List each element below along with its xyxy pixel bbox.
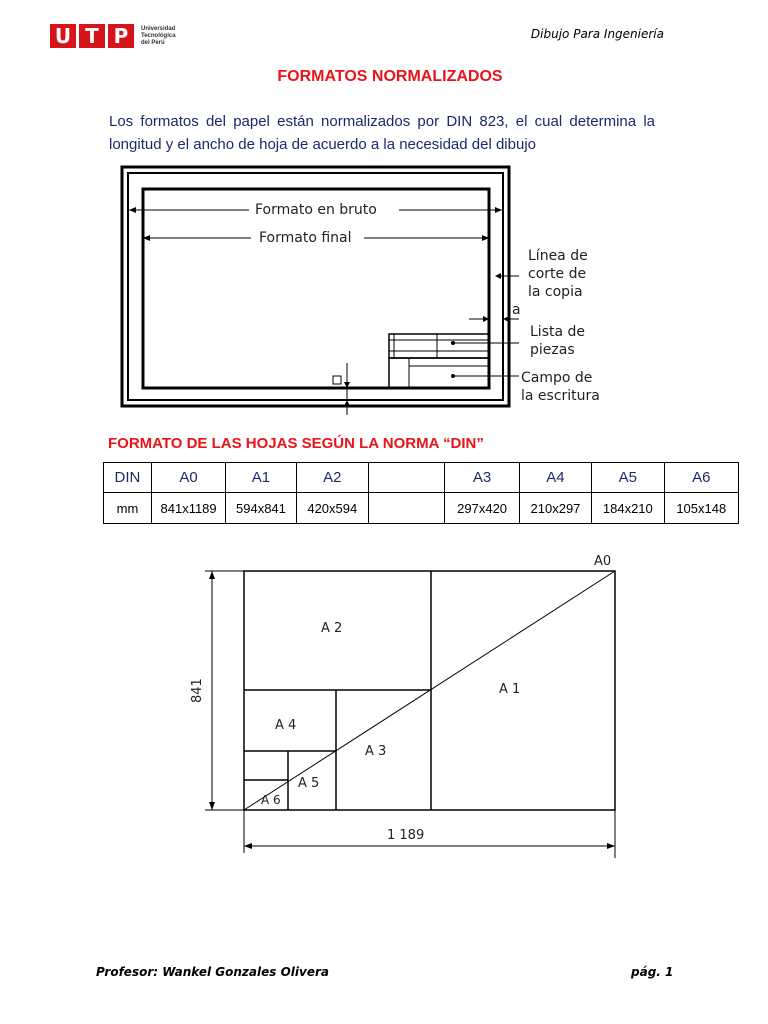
table-cell: A5: [592, 463, 664, 493]
table-cell: A0: [151, 463, 225, 493]
logo-line-3: del Perú: [141, 39, 165, 46]
label-a4: A 4: [275, 718, 297, 733]
a-series-subdivision-drawing: [185, 548, 635, 868]
label-lista-1: Lista de: [530, 324, 586, 340]
footer-page-number: pág. 1: [631, 965, 674, 979]
section-title-din: FORMATO DE LAS HOJAS SEGÚN LA NORMA “DIN”: [108, 435, 484, 452]
label-linea-corte-2: corte de: [528, 266, 587, 282]
format-frame-svg: [119, 163, 519, 415]
label-linea-corte-1: Línea de: [528, 248, 588, 264]
label-a6: A 6: [261, 793, 281, 807]
table-cell: A6: [664, 463, 738, 493]
table-row-header: [104, 463, 739, 493]
label-a2: A 2: [321, 621, 343, 636]
a-series-svg: [185, 548, 635, 868]
din-formats-table: [103, 462, 739, 524]
table-cell: A3: [445, 463, 519, 493]
label-a1: A 1: [499, 682, 521, 697]
course-name: Dibujo Para Ingeniería: [530, 27, 664, 41]
label-a: a: [512, 302, 521, 318]
paper-format-drawing: [119, 163, 519, 415]
table-cell: [368, 463, 444, 493]
table-cell: 594x841: [226, 493, 296, 524]
label-campo-2: la escritura: [521, 388, 600, 404]
table-cell: 105x148: [664, 493, 738, 524]
page-title: FORMATOS NORMALIZADOS: [277, 68, 503, 85]
table-cell: 841x1189: [151, 493, 225, 524]
utp-logo: [50, 24, 201, 48]
table-cell: mm: [104, 493, 152, 524]
logo-line-2: Tecnológica: [141, 32, 176, 39]
label-a3: A 3: [365, 744, 387, 759]
table-cell: [368, 493, 444, 524]
logo-line-1: Universidad: [141, 25, 176, 32]
label-height-841: 841: [190, 678, 205, 703]
label-formato-final: Formato final: [259, 230, 352, 246]
label-lista-2: piezas: [530, 342, 575, 358]
table-cell: 297x420: [445, 493, 519, 524]
table-cell: A1: [226, 463, 296, 493]
table-cell: DIN: [104, 463, 152, 493]
table-cell: A4: [519, 463, 591, 493]
intro-paragraph: Los formatos del papel están normalizados por DIN 823, el cual determina la longitud y el ancho de hoja de acuerdo a la necesidad del dibujo: [109, 113, 655, 153]
label-campo-1: Campo de: [521, 370, 593, 386]
table-row-values: [104, 493, 739, 524]
table-cell: 210x297: [519, 493, 591, 524]
footer-professor: Profesor: Wankel Gonzales Olivera: [96, 965, 329, 979]
logo-text: [141, 26, 201, 47]
table-cell: 420x594: [296, 493, 368, 524]
logo-letter-u: U: [50, 24, 76, 48]
logo-letter-p: P: [108, 24, 134, 48]
label-linea-corte-3: la copia: [528, 284, 583, 300]
logo-letter-t: T: [79, 24, 105, 48]
label-a5: A 5: [298, 776, 320, 791]
label-width-1189: 1 189: [387, 828, 425, 843]
table-cell: 184x210: [592, 493, 664, 524]
label-formato-bruto: Formato en bruto: [255, 202, 377, 218]
label-a0: A0: [594, 554, 612, 569]
table-cell: A2: [296, 463, 368, 493]
